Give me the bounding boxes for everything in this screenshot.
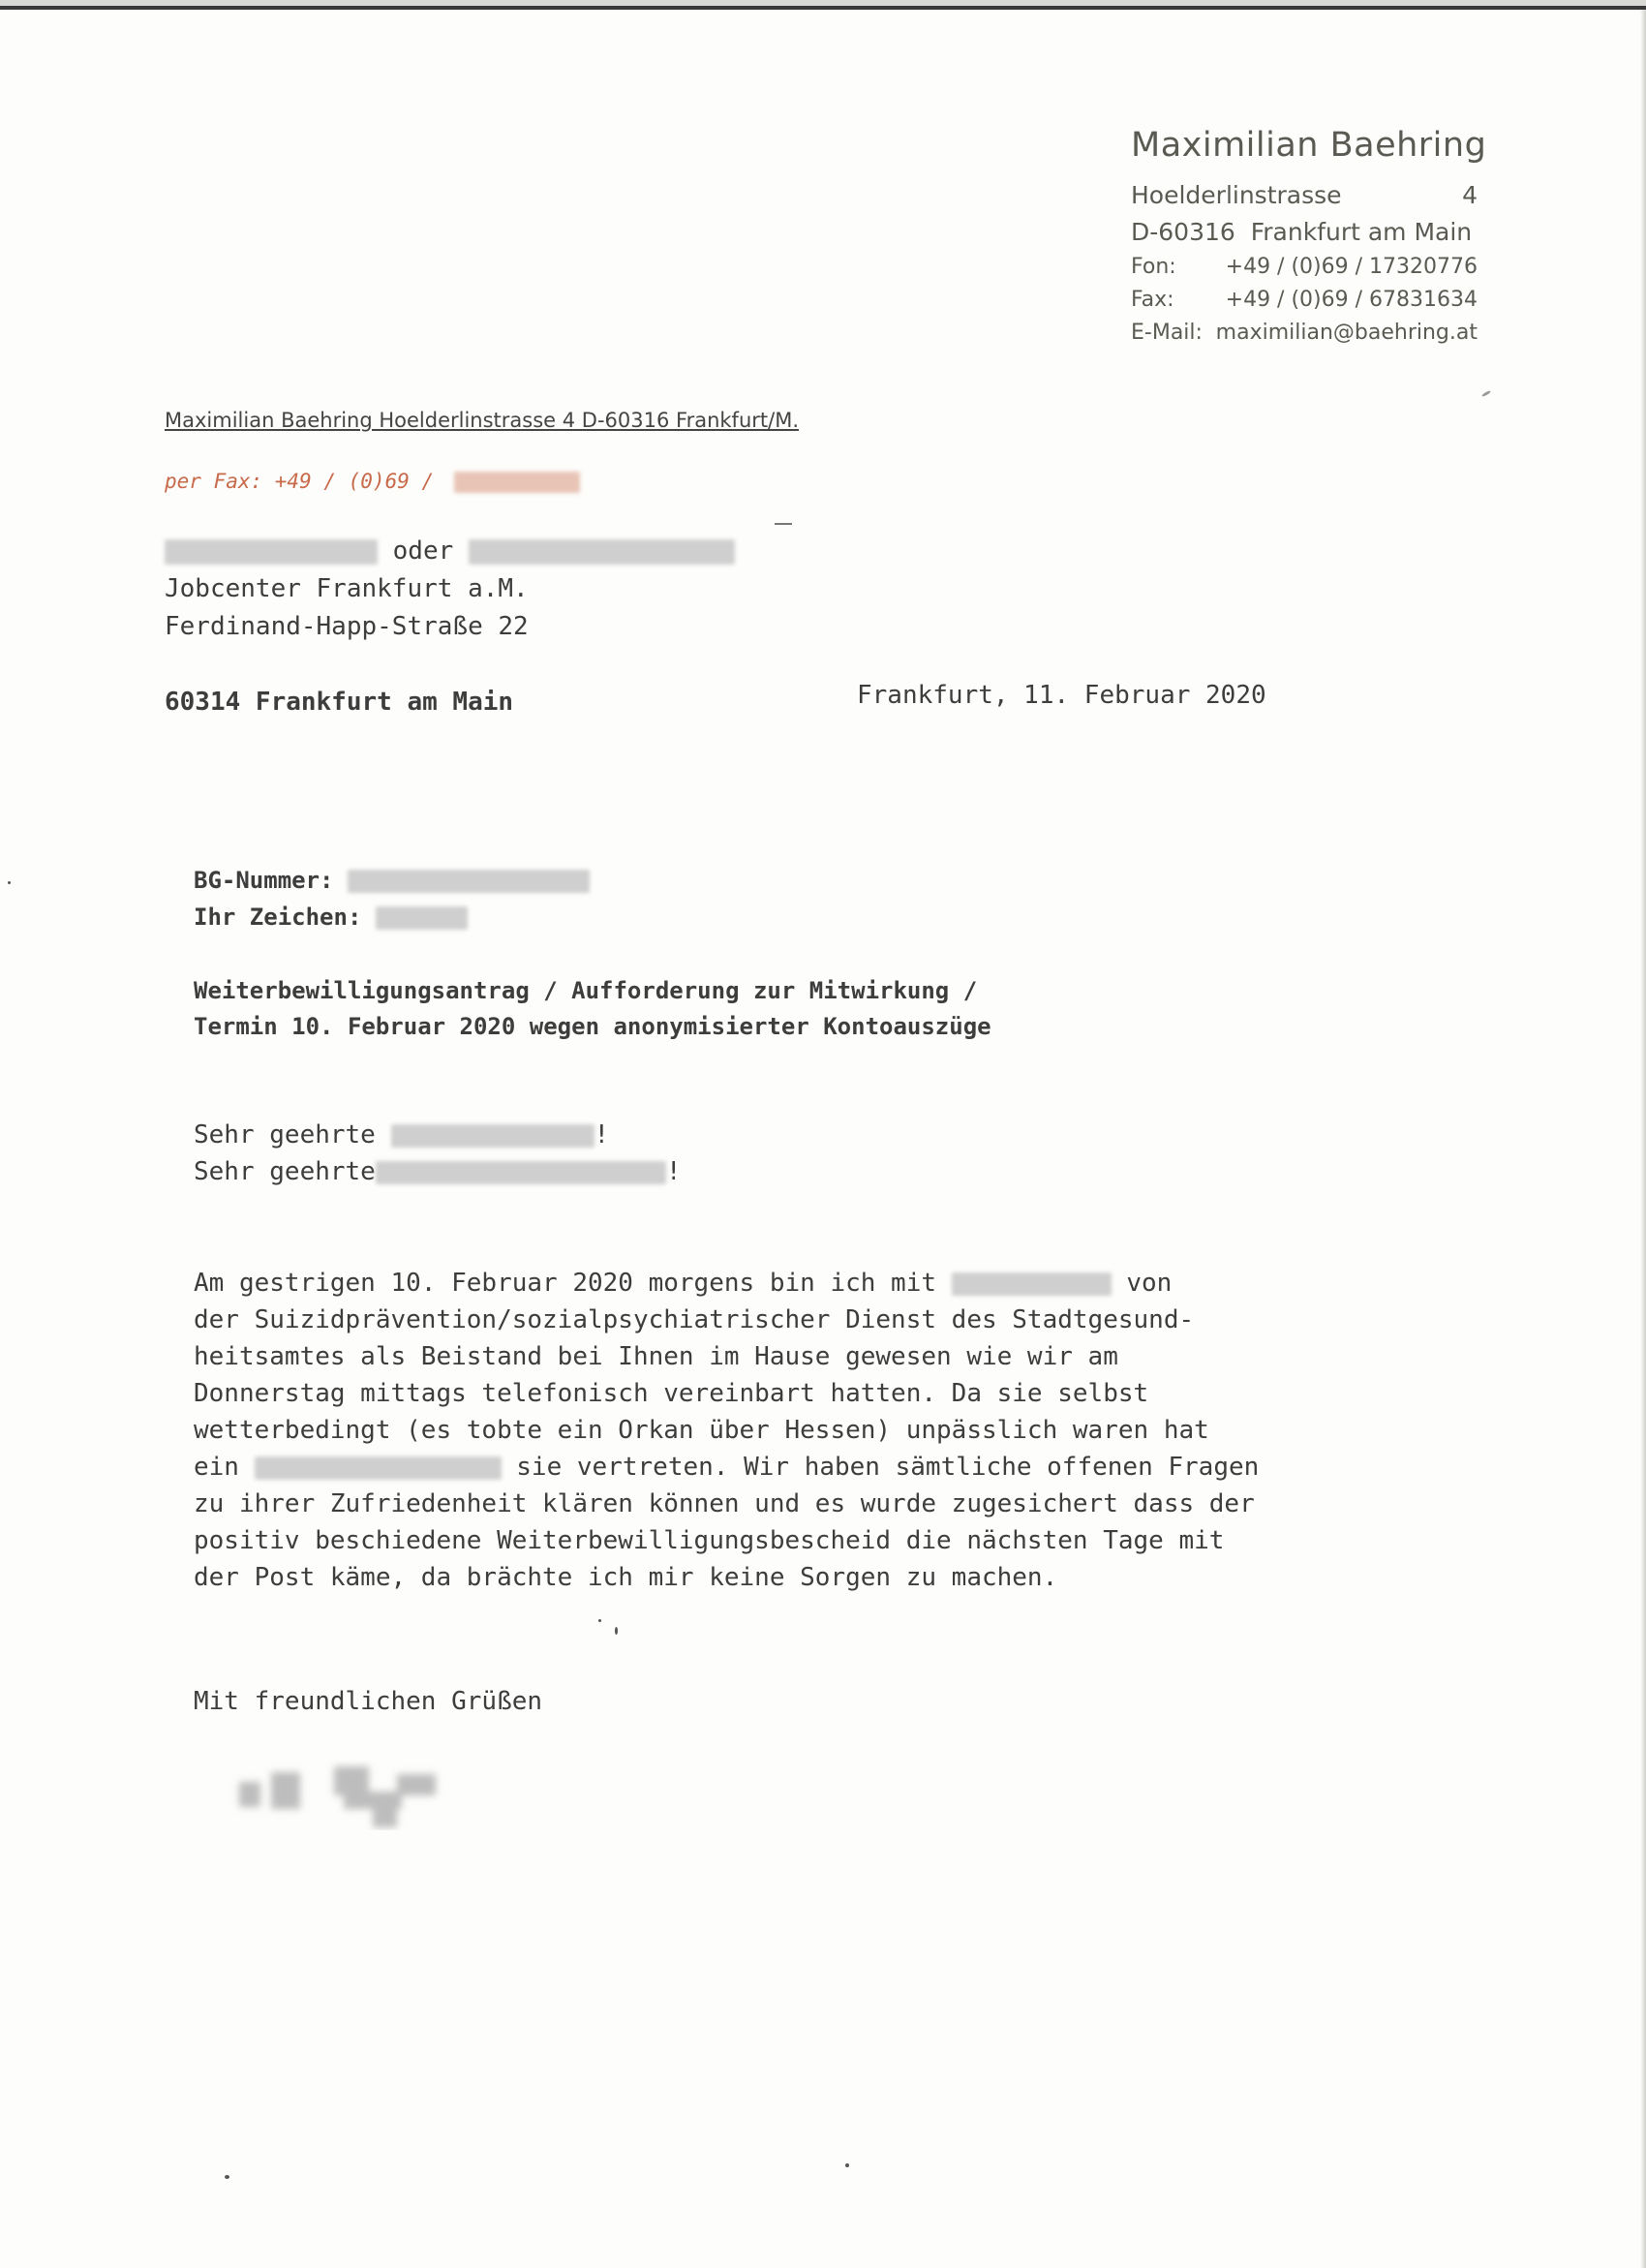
salutation-prefix: Sehr geehrte bbox=[194, 1120, 376, 1149]
body-line bbox=[194, 1265, 1259, 1302]
salutation-suffix: ! bbox=[594, 1120, 610, 1149]
scan-speck bbox=[8, 881, 11, 884]
scan-speck bbox=[1481, 390, 1491, 398]
bg-number-label: BG-Nummer: bbox=[194, 867, 334, 894]
redacted-zeichen bbox=[376, 906, 468, 930]
letter-page bbox=[0, 6, 1646, 2268]
salutation-line-1 bbox=[194, 1117, 682, 1153]
letterhead-phone-row bbox=[1131, 250, 1478, 283]
body-line: positiv beschiedene Weiterbewilligungsbescheid die nächsten Tage mit bbox=[194, 1526, 1225, 1555]
letter-body bbox=[194, 1265, 1259, 1596]
letterhead-city: D-60316 Frankfurt am Main bbox=[1131, 217, 1473, 246]
recipient-names bbox=[165, 533, 735, 570]
signature bbox=[228, 1753, 460, 1830]
fax-line bbox=[165, 470, 580, 493]
phone-label: Fon: bbox=[1131, 254, 1176, 279]
recipient-joiner: oder bbox=[392, 536, 454, 566]
subject-line-2: Termin 10. Februar 2020 wegen anonymisierter Kontoauszüge bbox=[194, 1013, 991, 1040]
fax-number: +49 / (0)69 / 67831634 bbox=[1225, 287, 1478, 312]
body-line: der Post käme, da brächte ich mir keine Sorgen zu machen. bbox=[194, 1563, 1058, 1592]
scan-edge bbox=[1640, 10, 1646, 2268]
fax-label: Fax: bbox=[1131, 287, 1174, 312]
fax-line-text: per Fax: +49 / (0)69 / bbox=[165, 470, 435, 493]
redacted-name bbox=[255, 1456, 502, 1480]
letterhead-email-row bbox=[1131, 316, 1478, 349]
redacted-name bbox=[469, 539, 735, 565]
body-line: heitsamtes als Beistand bei Ihnen im Hause gewesen wie wir am bbox=[194, 1342, 1118, 1371]
redacted-name bbox=[165, 539, 378, 565]
closing: Mit freundlichen Grüßen bbox=[194, 1687, 543, 1716]
body-text: von bbox=[1126, 1269, 1173, 1298]
salutation-prefix: Sehr geehrte bbox=[194, 1157, 376, 1186]
scan-speck bbox=[615, 1627, 618, 1635]
phone-number: +49 / (0)69 / 17320776 bbox=[1225, 254, 1478, 279]
body-line: der Suizidprävention/sozialpsychiatrischer Dienst des Stadtgesund- bbox=[194, 1305, 1195, 1334]
recipient-org: Jobcenter Frankfurt a.M. bbox=[165, 574, 529, 603]
letterhead-house-number: 4 bbox=[1462, 180, 1478, 209]
subject-line-1: Weiterbewilligungsantrag / Aufforderung zur Mitwirkung / bbox=[194, 977, 978, 1004]
scan-speck bbox=[598, 1619, 601, 1622]
scan-speck bbox=[225, 2175, 229, 2179]
recipient-address bbox=[165, 533, 735, 646]
bg-number-row bbox=[194, 862, 590, 899]
email-address: maximilian@baehring.at bbox=[1215, 320, 1478, 345]
scan-speck bbox=[775, 523, 792, 525]
reference-block bbox=[194, 862, 590, 935]
letterhead-fax-row bbox=[1131, 283, 1478, 316]
subject-block bbox=[194, 973, 991, 1045]
body-text: Am gestrigen 10. Februar 2020 morgens bin ich mit bbox=[194, 1269, 937, 1298]
letter-date: Frankfurt, 11. Februar 2020 bbox=[857, 681, 1266, 710]
body-text: sie vertreten. Wir haben sämtliche offenen Fragen bbox=[516, 1453, 1260, 1482]
body-text: ein bbox=[194, 1453, 239, 1482]
letterhead-street: Hoelderlinstrasse bbox=[1131, 180, 1342, 209]
zeichen-row bbox=[194, 899, 590, 935]
redacted-name bbox=[376, 1161, 666, 1184]
email-label: E-Mail: bbox=[1131, 320, 1203, 345]
body-line: zu ihrer Zufriedenheit klären können und es wurde zugesichert dass der bbox=[194, 1489, 1255, 1518]
recipient-city: 60314 Frankfurt am Main bbox=[165, 688, 514, 717]
redacted-fax-number bbox=[454, 472, 580, 493]
zeichen-label: Ihr Zeichen: bbox=[194, 904, 362, 931]
letterhead-name: Maximilian Baehring bbox=[1131, 126, 1487, 165]
letterhead-street-row bbox=[1131, 176, 1478, 213]
body-line: Donnerstag mittags telefonisch vereinbart hatten. Da sie selbst bbox=[194, 1379, 1149, 1408]
letterhead bbox=[1131, 126, 1487, 349]
salutation-suffix: ! bbox=[665, 1157, 682, 1186]
letterhead-city-row bbox=[1131, 213, 1478, 250]
salutation-line-2 bbox=[194, 1153, 682, 1190]
redacted-bg-number bbox=[348, 870, 590, 893]
sender-return-address: Maximilian Baehring Hoelderlinstrasse 4 D-60316 Frankfurt/M. bbox=[165, 409, 799, 432]
redacted-name bbox=[391, 1124, 594, 1148]
salutation-block bbox=[194, 1117, 682, 1190]
redacted-name bbox=[952, 1272, 1112, 1296]
body-line: wetterbedingt (es tobte ein Orkan über Hessen) unpässlich waren hat bbox=[194, 1416, 1209, 1445]
scan-speck bbox=[845, 2163, 849, 2167]
body-line bbox=[194, 1449, 1259, 1486]
recipient-street: Ferdinand-Happ-Straße 22 bbox=[165, 612, 529, 641]
